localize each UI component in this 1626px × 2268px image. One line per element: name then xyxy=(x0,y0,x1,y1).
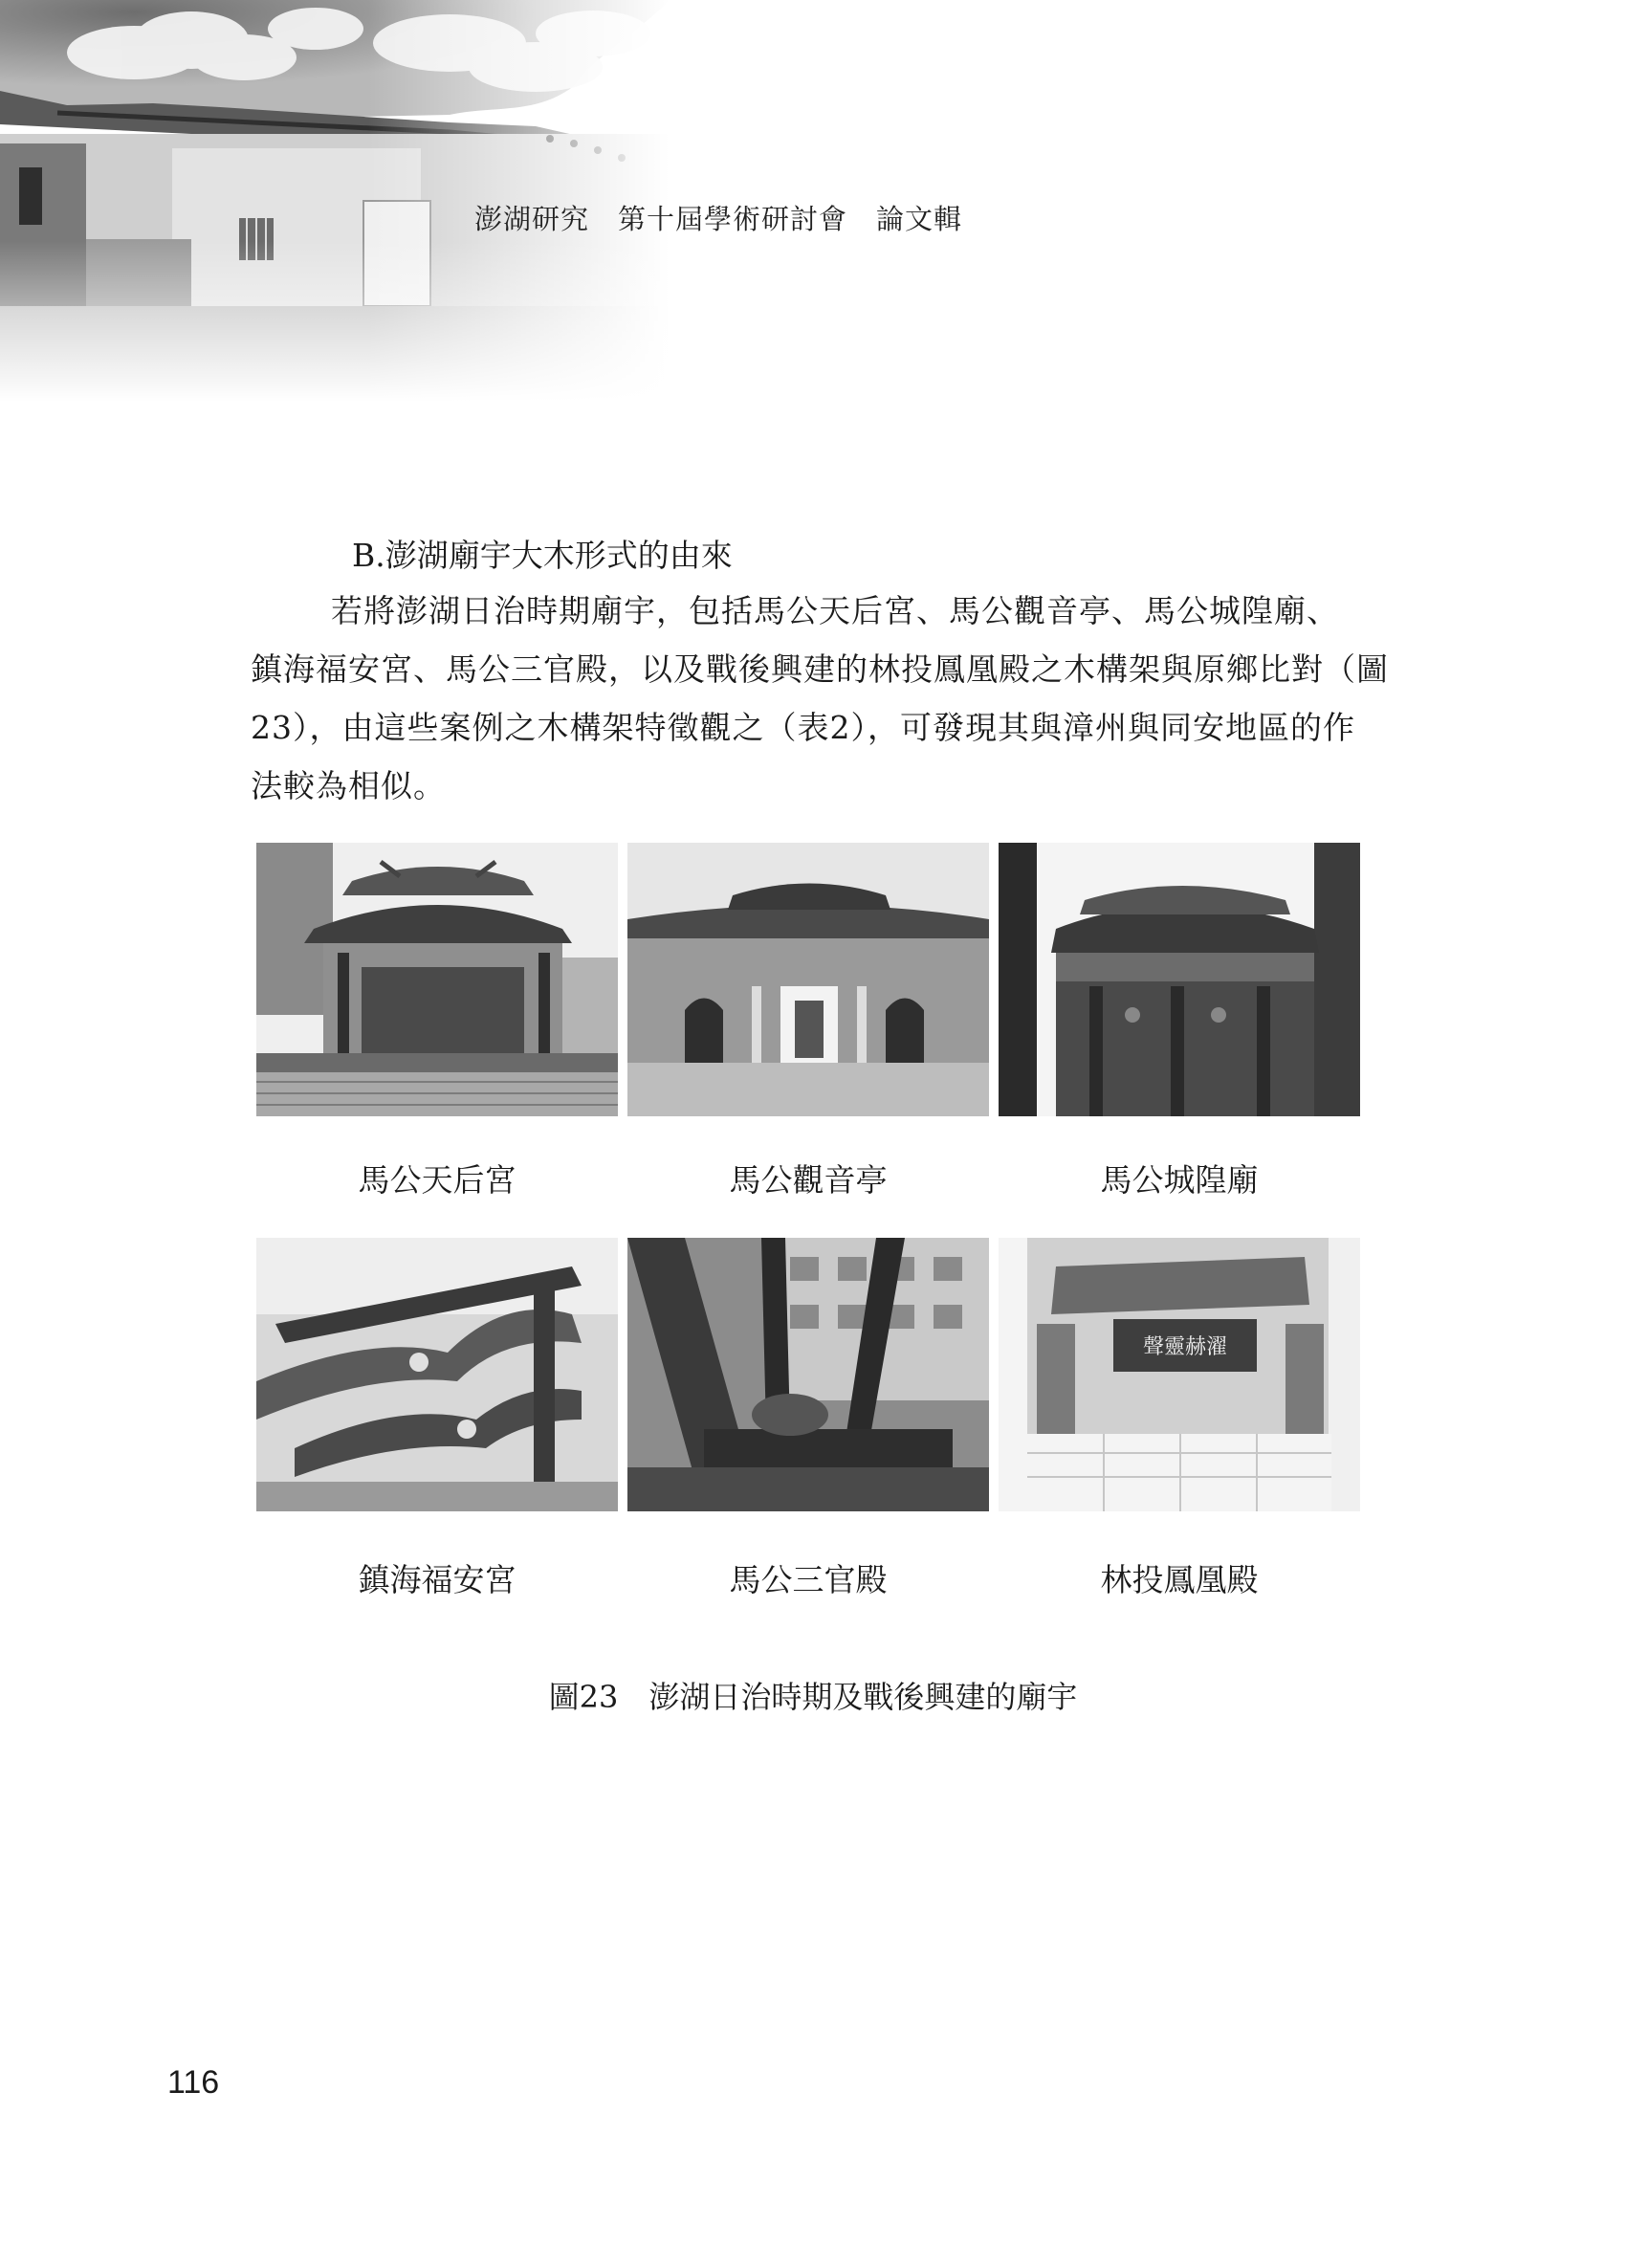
photo-caption: 馬公觀音亭 xyxy=(729,1161,888,1199)
photo-caption: 馬公三官殿 xyxy=(729,1561,888,1598)
temple-interior-photo xyxy=(999,1238,1360,1511)
photo-magong-guanyin-pavilion xyxy=(627,843,989,1116)
body-paragraph xyxy=(251,582,1389,815)
wood-truss-photo xyxy=(256,1238,618,1511)
temple-front-photo xyxy=(256,843,618,1116)
section-heading: B.澎湖廟宇大木形式的由來 xyxy=(352,537,733,574)
page-number: 116 xyxy=(167,2064,220,2101)
photo-caption: 林投鳳凰殿 xyxy=(1100,1561,1259,1598)
photo-magong-sanguan-hall xyxy=(627,1238,989,1511)
photo-caption: 馬公城隍廟 xyxy=(1100,1161,1259,1199)
plaque-text: 聲靈赫濯 xyxy=(1142,1335,1228,1359)
photo-caption: 馬公天后宮 xyxy=(358,1161,516,1199)
temple-front-photo xyxy=(627,843,989,1116)
paragraph-line: 鎮海福安宮、馬公三官殿，以及戰後興建的林投鳳凰殿之木構架與原鄉比對（圖 xyxy=(251,650,1389,688)
photo-zhenhai-fuan-temple xyxy=(256,1238,618,1511)
photo-magong-tianhou-temple xyxy=(256,843,618,1116)
paragraph-line: 法較為相似。 xyxy=(251,767,446,804)
running-head: 澎湖研究 第十屆學術研討會 論文輯 xyxy=(474,203,963,235)
wood-truss-photo xyxy=(627,1238,989,1511)
paragraph-line: 若將澎湖日治時期廟宇，包括馬公天后宮、馬公觀音亭、馬公城隍廟、 xyxy=(331,592,1339,629)
paragraph-line: 23），由這些案例之木構架特徵觀之（表2），可發現其與漳州與同安地區的作 xyxy=(251,709,1355,746)
temple-eaves-photo xyxy=(999,843,1360,1116)
photo-caption: 鎮海福安宮 xyxy=(358,1561,516,1598)
header-banner xyxy=(0,0,1626,402)
figure-caption: 圖23 澎湖日治時期及戰後興建的廟宇 xyxy=(548,1679,1078,1715)
photo-lintou-fenghuang-hall xyxy=(999,1238,1360,1511)
photo-magong-city-god-temple xyxy=(999,843,1360,1116)
